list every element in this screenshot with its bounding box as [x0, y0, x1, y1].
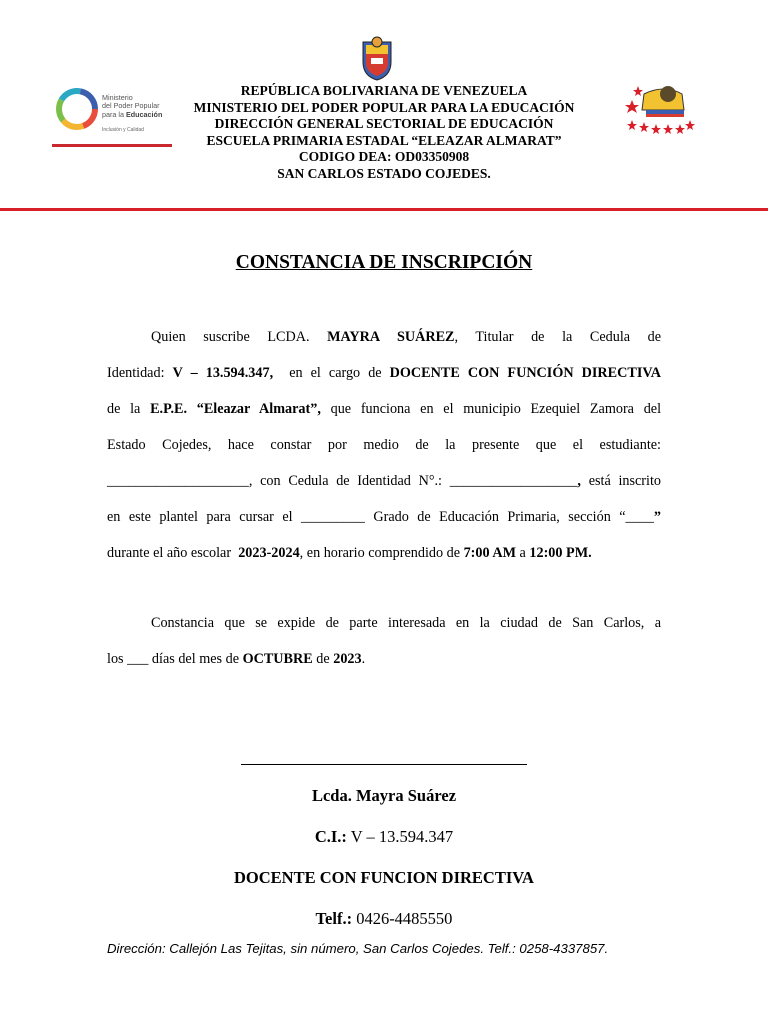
header-school: ESCUELA PRIMARIA ESTADAL “ELEAZAR ALMARAT”: [206, 132, 562, 148]
director-role: DOCENTE CON FUNCIÓN DIRECTIVA: [389, 365, 662, 381]
para1-line6: en este plantel para cursar el _________ Grado de Educación Primaria, sección “____”: [107, 509, 661, 525]
signer-name: Lcda. Mayra Suárez: [311, 786, 457, 805]
header-country: REPÚBLICA BOLIVARIANA DE VENEZUELA: [240, 83, 528, 98]
document-title: CONSTANCIA DE INSCRIPCIÓN: [235, 252, 533, 273]
grade-blank: _________: [301, 509, 365, 525]
ministry-tagline: Inclusión y Calidad: [102, 127, 144, 133]
para2-line1: Constancia que se expide de parte interesada en la ciudad de San Carlos, a: [151, 615, 661, 631]
header-direction: DIRECCIÓN GENERAL SECTORIAL DE EDUCACIÓN: [214, 116, 554, 131]
para1-line2: Identidad: V – 13.594.347, en el cargo de DOCENTE CON FUNCIÓN DIRECTIVA: [107, 365, 662, 381]
header-dea-code: CODIGO DEA: OD03350908: [298, 149, 470, 164]
school-crest-top: [357, 36, 397, 82]
footer-address: Dirección: Callejón Las Tejitas, sin número, San Carlos Cojedes. Telf.: 0258-4337857.: [107, 941, 609, 956]
signer-role: DOCENTE CON FUNCION DIRECTIVA: [234, 868, 534, 887]
signer-ci: C.I.: V – 13.594.347: [314, 827, 454, 846]
header-divider: [0, 208, 768, 211]
para1-line7: durante el año escolar 2023-2024, en horario comprendido de 7:00 AM a 12:00 PM.: [107, 545, 592, 561]
para2-line2: los ___ días del mes de OCTUBRE de 2023.: [107, 651, 366, 667]
school-name: E.P.E. “Eleazar Almarat”,: [150, 401, 321, 417]
para1-line5: ____________________, con Cedula de Identidad N°.: __________________, está inscrito: [107, 473, 662, 489]
student-name-blank: ____________________: [107, 473, 249, 489]
state-emblem: [624, 80, 696, 136]
ministry-logo-emblem-icon: [56, 88, 98, 130]
signer-phone: Telf.: 0426-4485550: [315, 909, 453, 928]
issue-month: OCTUBRE: [242, 651, 313, 667]
ministry-logo-text: Ministerio del Poder Popular para la Educación: [102, 93, 163, 119]
letterhead: [150, 83, 618, 182]
director-ci: V – 13.594.347,: [172, 365, 274, 381]
para1-line3: de la E.P.E. “Eleazar Almarat”, que funciona en el municipio Ezequiel Zamora del: [107, 401, 662, 417]
para1-line4: Estado Cojedes, hace constar por medio de la presente que el estudiante:: [107, 437, 661, 453]
school-year: 2023-2024: [238, 545, 300, 561]
header-city: SAN CARLOS ESTADO COJEDES.: [277, 165, 491, 181]
student-id-blank: __________________: [449, 473, 578, 489]
issue-year: 2023: [333, 651, 362, 667]
director-name: MAYRA SUÁREZ: [327, 329, 455, 345]
signature-line: [241, 764, 527, 765]
header-ministry: MINISTERIO DEL PODER POPULAR PARA LA EDUCACIÓN: [193, 99, 575, 115]
para1-line1: Quien suscribe LCDA. MAYRA SUÁREZ, Titular de la Cedula de: [151, 329, 662, 345]
